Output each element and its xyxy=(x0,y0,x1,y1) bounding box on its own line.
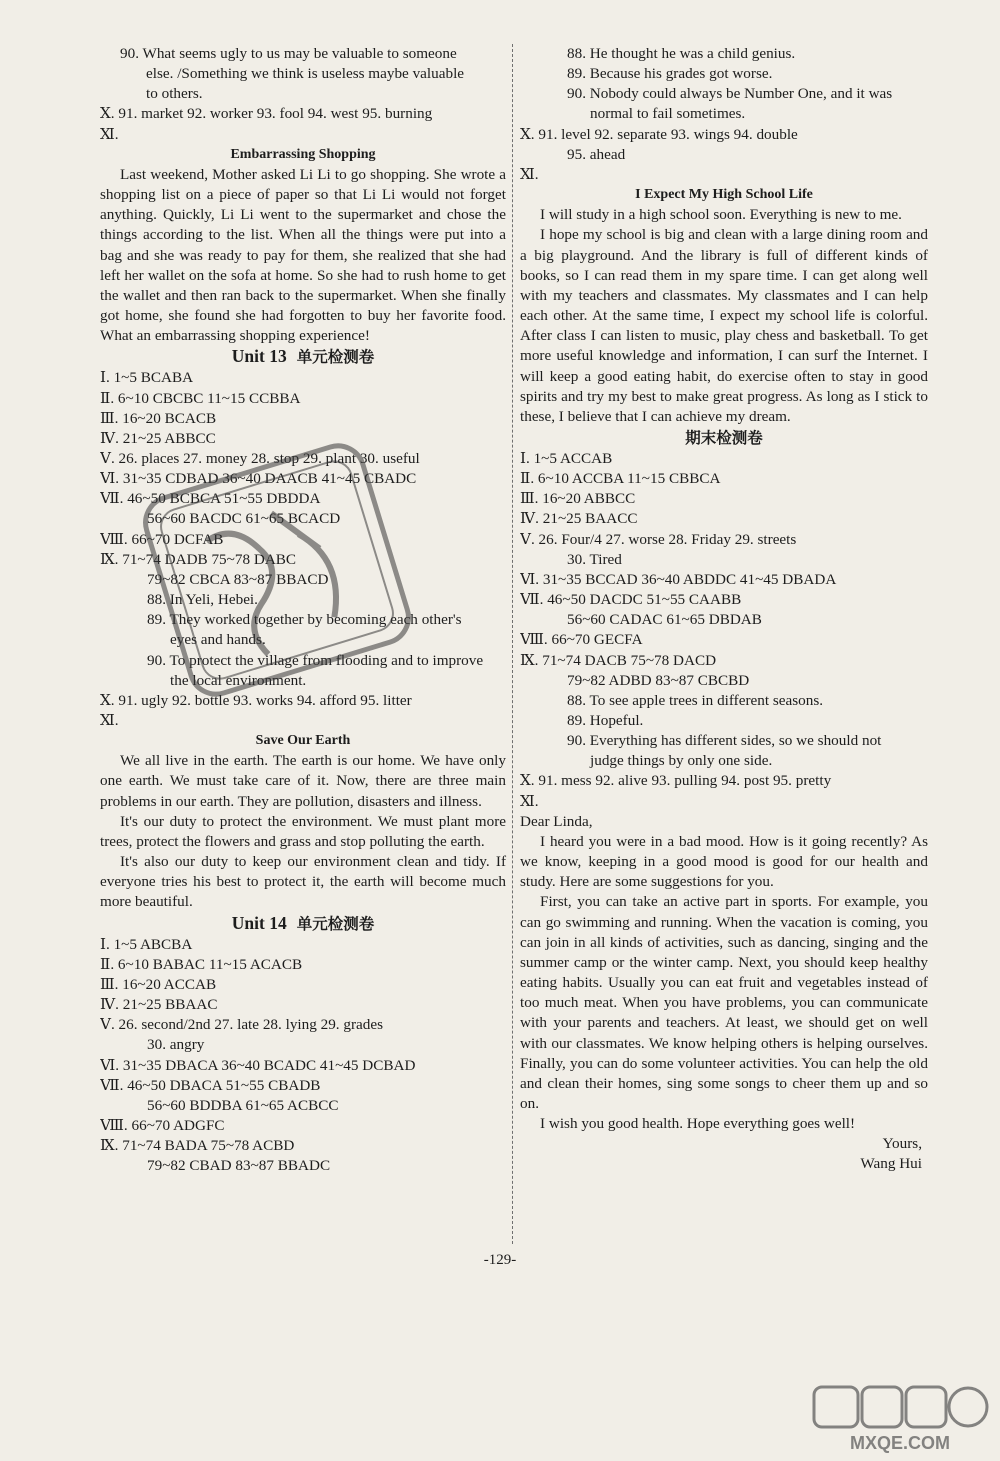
unit13-answer-line: 90. To protect the village from flooding and to improve xyxy=(147,651,484,669)
unit13-answer-line: 89. They worked together by becoming each other's xyxy=(147,611,462,629)
unit14-title: Unit 14 xyxy=(231,912,287,933)
essay-high-school-life-paragraph: I hope my school is big and clean with a large dining room and a big playground. And the library is full of different kinds of books, so I can read them in my spare time. I can get along well with my teachers and classmates. My classmates and I can help each other. At the same time, I expect my school life is colorful. After class I can listen to music, play chess and basketball. To get more useful knowledge and information, I can surf the Internet. I will keep a good eating habit, do exercise often to stay in good spirits and try my best to make great progress. As long as I stick to these, I believe that I can achieve my dream. xyxy=(520,226,928,425)
unit13-answer-line: Ⅶ. 46~50 BCBCA 51~55 DBDDA xyxy=(100,490,321,508)
unit14-answer-line: Ⅶ. 46~50 DBACA 51~55 CBADB xyxy=(100,1076,321,1094)
unit14-answer-line: Ⅷ. 66~70 ADGFC xyxy=(100,1116,225,1134)
final-exam-answer-line: judge things by only one side. xyxy=(590,752,773,770)
essay-title-high-school-life: I Expect My High School Life xyxy=(635,187,813,203)
unit13-answer-line: Ⅺ. xyxy=(100,712,119,729)
essay-title-save-our-earth: Save Our Earth xyxy=(255,733,351,749)
essay-save-our-earth-paragraph: It's also our duty to keep our environment clean and tidy. If everyone tries his best to protect it, the earth will become much more beautiful. xyxy=(100,853,506,911)
unit14-answers xyxy=(100,935,506,1177)
watermark-text: MXQE.COM xyxy=(849,1433,951,1453)
answer-line: normal to fail sometimes. xyxy=(590,105,746,123)
final-exam-answer-line: 90. Everything has different sides, so we should not xyxy=(567,732,882,750)
unit14-answer-line: Ⅱ. 6~10 BABAC 11~15 ACACB xyxy=(100,955,303,973)
final-exam-answer-line: Ⅶ. 46~50 DACDC 51~55 CAABB xyxy=(520,591,742,609)
letter-closing: Yours, xyxy=(882,1135,922,1153)
answer-line: 89. Because his grades got worse. xyxy=(567,65,773,83)
unit13-answer-line: 88. In Yeli, Hebei. xyxy=(147,591,258,609)
column-divider xyxy=(512,44,513,1244)
unit13-heading xyxy=(100,346,506,368)
right-column xyxy=(520,44,928,1175)
unit13-subtitle: 单元检测卷 xyxy=(296,348,375,367)
final-exam-answer-line: Ⅹ. 91. mess 92. alive 93. pulling 94. post 95. pretty xyxy=(520,772,832,790)
page-number: -129- xyxy=(483,1252,517,1268)
letter-signature: Wang Hui xyxy=(860,1155,922,1173)
unit14-answer-line: 56~60 BDDBA 61~65 ACBCC xyxy=(147,1096,339,1114)
answer-line: to others. xyxy=(146,85,203,103)
answer-line: Ⅹ. 91. level 92. separate 93. wings 94. double xyxy=(520,125,798,143)
final-exam-heading xyxy=(520,427,928,449)
answer-line: 90. What seems ugly to us may be valuable to someone xyxy=(120,45,457,62)
unit13-answer-line: the local environment. xyxy=(170,671,307,689)
final-exam-answer-line: 30. Tired xyxy=(567,550,622,568)
final-exam-answer-line: Ⅺ. xyxy=(520,792,539,810)
essay-title-embarrassing-shopping: Embarrassing Shopping xyxy=(230,146,376,162)
final-exam-answer-line: 79~82 ADBD 83~87 CBCBD xyxy=(567,671,750,689)
unit14-heading xyxy=(100,913,506,935)
answer-line: 90. Nobody could always be Number One, and it was xyxy=(567,85,893,103)
unit13-answer-line: Ⅲ. 16~20 BCACB xyxy=(100,409,217,427)
left-column xyxy=(100,44,506,1176)
unit13-answer-line: Ⅵ. 31~35 CDBAD 36~40 DAACB 41~45 CBADC xyxy=(100,470,417,488)
final-exam-answer-line: Ⅱ. 6~10 ACCBA 11~15 CBBCA xyxy=(520,470,721,488)
answer-line: 95. ahead xyxy=(567,145,626,163)
answer-line: 88. He thought he was a child genius. xyxy=(567,45,796,62)
unit13-answer-line: Ⅸ. 71~74 DADB 75~78 DABC xyxy=(100,550,297,568)
answer-line: Ⅹ. 91. market 92. worker 93. fool 94. west 95. burning xyxy=(100,105,433,123)
unit14-answer-line: Ⅴ. 26. second/2nd 27. late 28. lying 29. grades xyxy=(100,1016,384,1034)
answer-line: else. /Something we think is useless maybe valuable xyxy=(146,65,465,83)
essay-high-school-life xyxy=(520,205,928,427)
essay-save-our-earth-paragraph: We all live in the earth. The earth is our home. We have only one earth. We must take care of it. Now, there are three main problems in our earth. They are pollution, disasters and illness. xyxy=(100,752,506,810)
essay-high-school-life-paragraph: I will study in a high school soon. Everything is new to me. xyxy=(540,206,902,224)
final-exam-answer-line: Ⅰ. 1~5 ACCAB xyxy=(520,449,613,467)
final-exam-answer-line: Ⅲ. 16~20 ABBCC xyxy=(520,490,636,508)
unit13-answer-line: Ⅱ. 6~10 CBCBC 11~15 CCBBA xyxy=(100,389,301,407)
unit13-answer-line: Ⅹ. 91. ugly 92. bottle 93. works 94. afford 95. litter xyxy=(100,691,412,709)
final-exam-title: 期末检测卷 xyxy=(685,428,763,447)
answer-line: Ⅺ. xyxy=(520,165,539,183)
unit14-answer-line: Ⅵ. 31~35 DBACA 36~40 BCADC 41~45 DCBAD xyxy=(100,1056,416,1074)
unit13-answer-line: 56~60 BACDC 61~65 BCACD xyxy=(147,510,341,528)
left-intro-lines xyxy=(100,44,506,145)
essay-save-our-earth xyxy=(100,751,506,912)
unit13-answer-line: Ⅷ. 66~70 DCFAB xyxy=(100,530,224,548)
letter-paragraph: I heard you were in a bad mood. How is it going recently? As we know, keeping in a good mood is good for our health and study. Here are some suggestions for you. xyxy=(520,832,928,891)
final-exam-answer-line: Ⅷ. 66~70 GECFA xyxy=(520,631,643,649)
letter-body xyxy=(520,832,928,1134)
final-exam-answer-line: 88. To see apple trees in different seasons. xyxy=(567,691,824,709)
final-exam-answer-line: Ⅸ. 71~74 DACB 75~78 DACD xyxy=(520,651,717,669)
final-exam-answer-line: Ⅴ. 26. Four/4 27. worse 28. Friday 29. streets xyxy=(520,530,797,548)
final-exam-answer-line: 89. Hopeful. xyxy=(567,712,644,729)
unit13-answer-line: eyes and hands. xyxy=(170,631,266,649)
essay-embarrassing-shopping: Last weekend, Mother asked Li Li to go shopping. She wrote a shopping list on a piece of paper so that Li Li would not forget anything. Quickly, Li Li went to the supermarket and chose the things according to the list. When all the things were put into a bag and she was ready to pay for them, she realized that she had left her wallet on the sofa at home. So she had to rush home to get the wallet and then ran back to the supermarket. When she finally got home, she found she had forgotten to buy her favorite food. What an embarrassing shopping experience! xyxy=(100,165,506,345)
letter-salutation: Dear Linda, xyxy=(520,812,593,830)
unit13-title: Unit 13 xyxy=(231,346,287,367)
watermark-logo-icon xyxy=(812,1385,990,1455)
essay-save-our-earth-paragraph: It's our duty to protect the environment. We must plant more trees, protect the flowers and grass and stop polluting the earth. xyxy=(100,812,506,850)
answer-line: Ⅺ. xyxy=(100,125,119,143)
final-exam-answer-line: Ⅳ. 21~25 BAACC xyxy=(520,510,638,528)
unit14-answer-line: 79~82 CBAD 83~87 BBADC xyxy=(147,1157,331,1175)
letter-paragraph: I wish you good health. Hope everything goes well! xyxy=(540,1115,856,1133)
unit13-answer-line: Ⅴ. 26. places 27. money 28. stop 29. plant 30. useful xyxy=(100,449,420,467)
unit14-subtitle: 单元检测卷 xyxy=(296,914,375,933)
unit14-answer-line: 30. angry xyxy=(147,1036,205,1054)
unit14-answer-line: Ⅳ. 21~25 BBAAC xyxy=(100,996,218,1014)
unit14-answer-line: Ⅰ. 1~5 ABCBA xyxy=(100,935,193,953)
unit13-answers xyxy=(100,368,506,731)
unit14-answer-line: Ⅸ. 71~74 BADA 75~78 ACBD xyxy=(100,1137,295,1155)
right-intro-lines xyxy=(520,44,928,185)
final-exam-answers xyxy=(520,449,928,812)
unit13-answer-line: Ⅰ. 1~5 BCABA xyxy=(100,369,194,387)
unit13-answer-line: Ⅳ. 21~25 ABBCC xyxy=(100,429,216,447)
unit13-answer-line: 79~82 CBCA 83~87 BBACD xyxy=(147,570,329,588)
letter-paragraph: First, you can take an active part in sports. For example, you can go swimming and running. When the vacation is coming, you can join in all kinds of activities, such as dancing, singing and the summer camp or the winter camp. Next, you should keep healthy eating habits. Usually you can eat fruit and vegetables instead of too much meat. When you have problems, you can communicate with your parents and teachers. At least, we should get on well with our classmates. We know helping others is helping ourselves. Finally, you can do some volunteer activities. You can help the old and clean their homes, sing some songs to cheer them up and so on. xyxy=(520,893,928,1112)
final-exam-answer-line: Ⅵ. 31~35 BCCAD 36~40 ABDDC 41~45 DBADA xyxy=(520,570,837,588)
unit14-answer-line: Ⅲ. 16~20 ACCAB xyxy=(100,975,217,993)
final-exam-answer-line: 56~60 CADAC 61~65 DBDAB xyxy=(567,611,762,629)
